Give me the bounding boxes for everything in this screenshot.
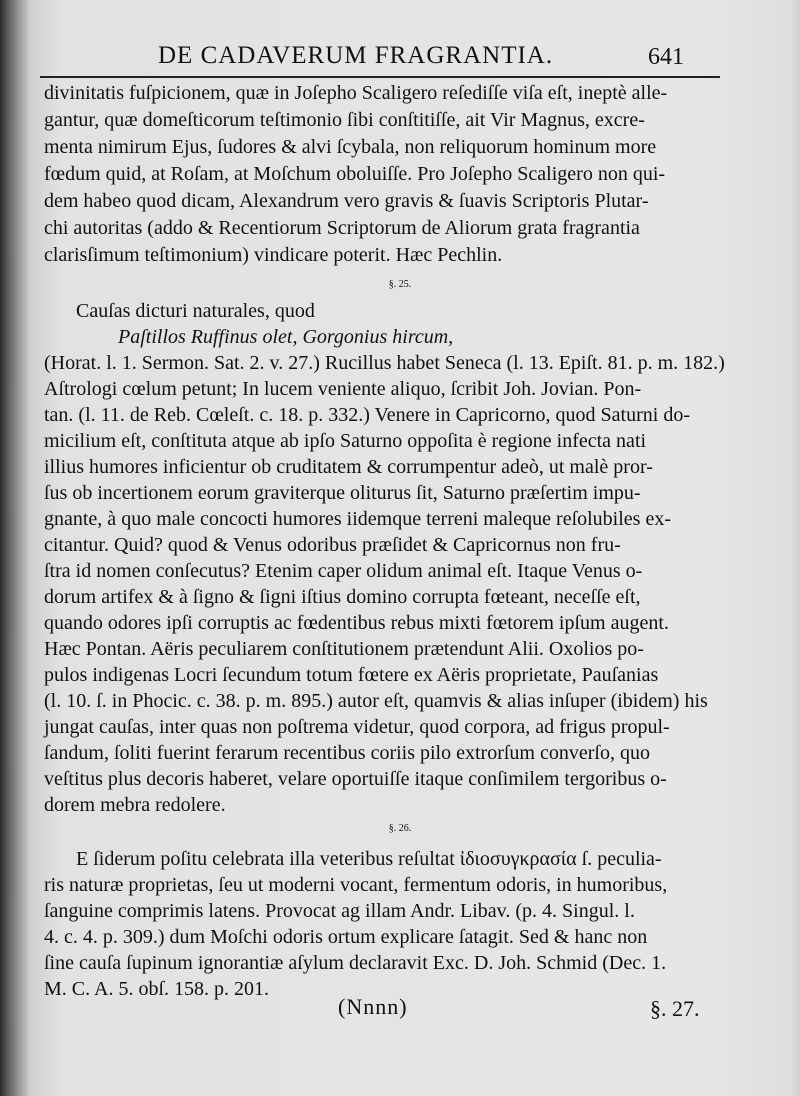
text-line: veſtitus plus decoris haberet, velare oportuiſſe itaque conſimilem tergoribus o-	[44, 768, 667, 790]
text-line: clarisſimum teſtimonium) vindicare poterit. Hæc Pechlin.	[44, 244, 503, 266]
text-line: fœdum quid, at Roſam, at Moſchum oboluiſſe. Pro Joſepho Scaligero non qui-	[44, 163, 666, 185]
text-line: ſtra id nomen conſecutus? Etenim caper olidum animal eſt. Itaque Venus o-	[44, 560, 643, 582]
text-line: dem habeo quod dicam, Alexandrum vero gravis & ſuavis Scriptoris Plutar-	[44, 190, 649, 212]
text-line: ris naturæ proprietas, ſeu ut moderni vocant, fermentum odoris, in humoribus,	[44, 874, 668, 896]
text-line: gnante, à quo male concocti humores iidemque terreni maleque reſolubiles ex-	[44, 508, 671, 530]
text-line: micilium eſt, conſtituta atque ab ipſo Saturno oppoſita è regione infecta nati	[44, 430, 647, 452]
page-header	[0, 40, 800, 76]
text-line: gantur, quæ domeſticorum teſtimonio ſibi conſtitiſſe, ait Vir Magnus, excre-	[44, 109, 645, 131]
text-line: citantur. Quid? quod & Venus odoribus præſidet & Capricornus non fru-	[44, 534, 621, 556]
section-heading-25: §. 25.	[388, 279, 412, 290]
text-line: pulos indigenas Locri ſecundum totum fœtere ex Aëris proprietate, Pauſanias	[44, 664, 659, 686]
catchword: §. 27.	[650, 996, 700, 1021]
running-title: DE CADAVERUM FRAGRANTIA.	[158, 42, 554, 69]
text-line: ſus ob incertionem eorum graviterque oliturus ſit, Saturno præſertim impu-	[44, 482, 641, 504]
text-line: Hæc Pontan. Aëris peculiarem conſtitutionem prætendunt Alii. Oxolios po-	[44, 638, 644, 660]
text-line: M. C. A. 5. obſ. 158. p. 201.	[44, 978, 270, 1000]
page-number: 641	[648, 44, 684, 70]
text-line: tan. (l. 11. de Reb. Cœleſt. c. 18. p. 332.) Venere in Capricorno, quod Saturni do-	[44, 404, 690, 426]
text-line: dorem mebra redolere.	[44, 794, 226, 816]
text-line: ſanguine comprimis latens. Provocat ag illam Andr. Libav. (p. 4. Singul. l.	[44, 900, 635, 922]
text-line: E ſiderum poſitu celebrata illa veteribus reſultat ἰδιοσυγκρασία ſ. peculia-	[76, 848, 662, 870]
text-line: 4. c. 4. p. 309.) dum Moſchi odoris ortum explicare ſatagit. Sed & hanc non	[44, 926, 648, 948]
text-line: chi autoritas (addo & Recentiorum Scriptorum de Aliorum grata fragrantia	[44, 217, 640, 239]
text-line: (l. 10. ſ. in Phocic. c. 38. p. m. 895.) autor eſt, quamvis & alias inſuper (ibidem) his	[44, 690, 708, 712]
text-line: Aſtrologi cœlum petunt; In lucem veniente aliquo, ſcribit Joh. Jovian. Pon-	[44, 378, 642, 400]
header-rule	[40, 76, 720, 78]
text-line: ſandum, ſoliti fuerint ferarum recentibus coriis pilo extrorſum converſo, quo	[44, 742, 650, 764]
text-line: divinitatis fuſpicionem, quæ in Joſepho Scaligero reſediſſe viſa eſt, ineptè alle-	[44, 82, 668, 104]
text-line: Cauſas dicturi naturales, quod	[76, 300, 315, 322]
text-line: quando odores ipſi corruptis ac fœdentibus rebus mixti fœtorem ipſum augent.	[44, 612, 669, 634]
text-line: jungat cauſas, inter quas non poſtrema videtur, quod corpora, ad frigus propul-	[44, 716, 670, 738]
section-heading-26: §. 26.	[388, 823, 412, 834]
verse-quotation: Paſtillos Ruffinus olet, Gorgonius hircum,	[118, 326, 454, 348]
text-line: ſine cauſa ſupinum ignorantiæ aſylum declaravit Exc. D. Joh. Schmid (Dec. 1.	[44, 952, 667, 974]
text-line: dorum artifex & à ſigno & ſigni iſtius domino corrupta fœteant, neceſſe eſt,	[44, 586, 641, 608]
text-line: (Horat. l. 1. Sermon. Sat. 2. v. 27.) Rucillus habet Seneca (l. 13. Epiſt. 81. p. m. 182.)	[44, 352, 725, 374]
text-line: illius humores inficientur ob cruditatem & corrumpentur adeò, ut malè pror-	[44, 456, 653, 478]
signature-mark: (Nnnn)	[338, 994, 408, 1019]
text-line: menta nimirum Ejus, ſudores & alvi ſcybala, non reliquorum hominum more	[44, 136, 657, 158]
